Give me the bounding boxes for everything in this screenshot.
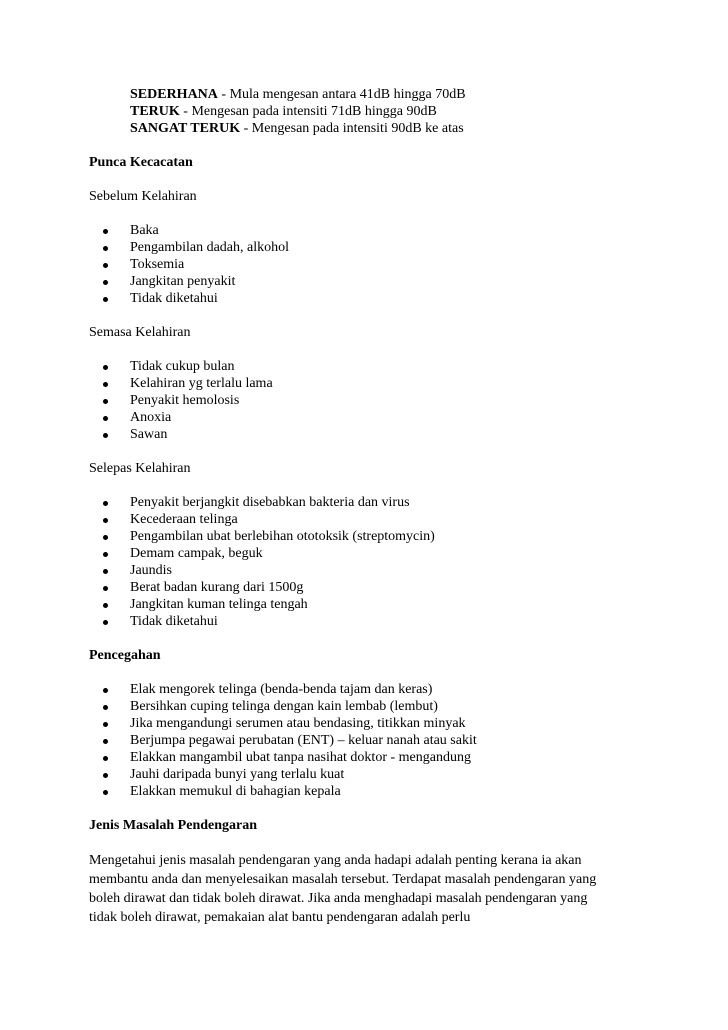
paragraph-line: Mengetahui jenis masalah pendengaran yang anda hadapi adalah penting kerana ia akan — [89, 853, 582, 868]
list-item: Jaundis — [89, 562, 634, 579]
level-desc: - Mengesan pada intensiti 90dB ke atas — [240, 121, 464, 136]
list-item: Jangkitan kuman telinga tengah — [89, 596, 634, 613]
list-item: Demam campak, beguk — [89, 545, 634, 562]
list-item: Tidak diketahui — [89, 290, 634, 307]
section-heading-pencegahan: Pencegahan — [89, 648, 161, 663]
level-desc: - Mula mengesan antara 41dB hingga 70dB — [217, 87, 466, 102]
level-label: SEDERHANA — [130, 87, 218, 102]
paragraph-line: boleh dirawat dan tidak boleh dirawat. Jika anda menghadapi masalah pendengaran yang — [89, 891, 588, 906]
level-desc: - Mengesan pada intensiti 71dB hingga 90dB — [179, 104, 437, 119]
paragraph-line: membantu anda dan menyelesaikan masalah tersebut. Terdapat masalah pendengaran yang — [89, 872, 597, 887]
list-selepas — [89, 494, 634, 630]
list-item: Jika mengandungi serumen atau bendasing, titikkan minyak — [89, 715, 634, 732]
level-label: TERUK — [130, 104, 180, 119]
level-label: SANGAT TERUK — [130, 121, 241, 136]
section-heading-punca: Punca Kecacatan — [89, 155, 193, 170]
list-item: Toksemia — [89, 256, 634, 273]
list-item: Berjumpa pegawai perubatan (ENT) – keluar nanah atau sakit — [89, 732, 634, 749]
subheading-semasa: Semasa Kelahiran — [89, 325, 191, 340]
section-heading-jenis: Jenis Masalah Pendengaran — [89, 818, 258, 833]
document-page — [89, 86, 634, 927]
severity-levels — [130, 86, 634, 137]
level-row — [130, 120, 634, 137]
list-item: Pengambilan ubat berlebihan ototoksik (streptomycin) — [89, 528, 634, 545]
list-item: Tidak cukup bulan — [89, 358, 634, 375]
paragraph-line: tidak boleh dirawat, pemakaian alat bantu pendengaran adalah perlu — [89, 910, 471, 925]
list-item: Kelahiran yg terlalu lama — [89, 375, 634, 392]
list-item: Sawan — [89, 426, 634, 443]
list-item: Penyakit berjangkit disebabkan bakteria dan virus — [89, 494, 634, 511]
list-item: Baka — [89, 222, 634, 239]
list-item: Bersihkan cuping telinga dengan kain lembab (lembut) — [89, 698, 634, 715]
subheading-sebelum: Sebelum Kelahiran — [89, 189, 197, 204]
list-item: Kecederaan telinga — [89, 511, 634, 528]
subheading-selepas: Selepas Kelahiran — [89, 461, 191, 476]
list-pencegahan — [89, 681, 634, 800]
list-item: Elak mengorek telinga (benda-benda tajam dan keras) — [89, 681, 634, 698]
list-item: Penyakit hemolosis — [89, 392, 634, 409]
list-sebelum — [89, 222, 634, 307]
list-item: Pengambilan dadah, alkohol — [89, 239, 634, 256]
list-item: Anoxia — [89, 409, 634, 426]
list-item: Elakkan mangambil ubat tanpa nasihat doktor - mengandung — [89, 749, 634, 766]
list-item: Berat badan kurang dari 1500g — [89, 579, 634, 596]
list-semasa — [89, 358, 634, 443]
list-item: Elakkan memukul di bahagian kepala — [89, 783, 634, 800]
list-item: Jauhi daripada bunyi yang terlalu kuat — [89, 766, 634, 783]
level-row — [130, 103, 634, 120]
paragraph-jenis — [89, 851, 634, 927]
list-item: Jangkitan penyakit — [89, 273, 634, 290]
level-row — [130, 86, 634, 103]
list-item: Tidak diketahui — [89, 613, 634, 630]
